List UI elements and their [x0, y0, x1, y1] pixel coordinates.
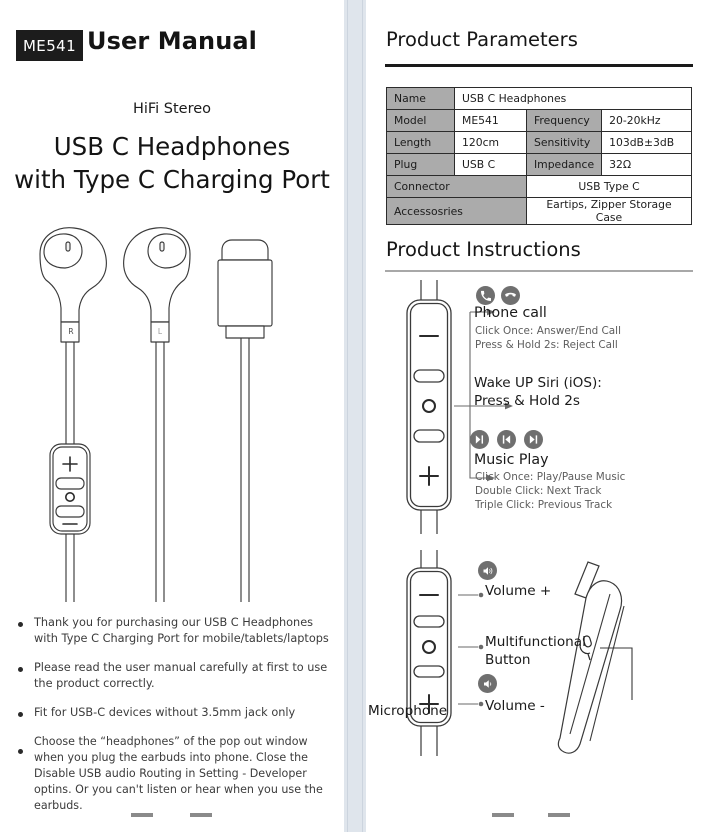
- product-name-line1: USB C Headphones: [53, 132, 291, 161]
- param-label: Plug: [387, 154, 455, 176]
- model-badge: ME541: [16, 30, 83, 61]
- param-value: USB C: [455, 154, 527, 176]
- answer-call-icon: [476, 286, 495, 305]
- param-label: Frequency: [527, 110, 602, 132]
- end-call-icon: [501, 286, 520, 305]
- multifunctional-line1: Multifunctional: [485, 634, 586, 650]
- play-pause-icon: [470, 430, 489, 449]
- table-row: [387, 132, 692, 154]
- product-parameters-table: [386, 87, 692, 225]
- phone-call-line1: Click Once: Answer/End Call: [475, 325, 621, 337]
- volume-down-icon: [478, 674, 497, 693]
- siri-instruction: [474, 375, 602, 411]
- left-page-panel: [0, 0, 344, 832]
- param-label: Impedance: [527, 154, 602, 176]
- music-play-title: Music Play: [474, 452, 549, 468]
- multifunctional-button-label: [485, 634, 586, 670]
- product-name-line2: with Type C Charging Port: [14, 164, 330, 194]
- microphone-label: Microphone: [368, 703, 448, 719]
- list-item: Fit for USB-C devices without 3.5mm jack only: [12, 705, 340, 721]
- next-track-icon: [524, 430, 543, 449]
- music-play-line3: Triple Click: Previous Track: [475, 498, 613, 511]
- earbuds-illustration: [20, 222, 330, 602]
- heading-rule: [385, 270, 693, 272]
- table-row: [387, 154, 692, 176]
- list-item: Please read the user manual carefully at first to use the product correctly.: [12, 660, 340, 692]
- page-gutter: [344, 0, 366, 832]
- param-value: 32Ω: [602, 154, 692, 176]
- siri-line2: Press & Hold 2s: [474, 392, 581, 409]
- param-value: ME541: [455, 110, 527, 132]
- earbud-left-marker: L: [157, 327, 163, 336]
- music-play-line1: Click Once: Play/Pause Music: [475, 471, 626, 483]
- subtitle: HiFi Stereo: [132, 101, 212, 117]
- table-row: [387, 198, 692, 225]
- earbud-right-marker: R: [68, 327, 74, 336]
- param-value: 103dB±3dB: [602, 132, 692, 154]
- param-label: Accessosries: [387, 198, 527, 225]
- volume-up-label: Volume +: [485, 583, 552, 599]
- music-play-line2: Double Click: Next Track: [475, 484, 602, 497]
- param-value: Eartips, Zipper Storage Case: [527, 198, 692, 225]
- heading-rule: [385, 64, 693, 67]
- param-label: Sensitivity: [527, 132, 602, 154]
- previous-track-icon: [497, 430, 516, 449]
- page-title: User Manual: [86, 27, 257, 55]
- param-label: Model: [387, 110, 455, 132]
- phone-call-line2: Press & Hold 2s: Reject Call: [475, 338, 618, 351]
- phone-call-title: Phone call: [474, 305, 547, 321]
- param-value: 20-20kHz: [602, 110, 692, 132]
- section-heading-parameters: Product Parameters: [386, 28, 578, 51]
- phone-call-details: [475, 325, 621, 353]
- section-heading-instructions: Product Instructions: [386, 238, 581, 261]
- notes-list: [12, 615, 340, 828]
- right-page-panel: [366, 0, 711, 832]
- param-label: Connector: [387, 176, 527, 198]
- volume-down-label: Volume -: [485, 698, 545, 714]
- multifunctional-line2: Button: [485, 651, 531, 668]
- siri-line1: Wake UP Siri (iOS):: [474, 375, 602, 391]
- volume-up-icon: [478, 561, 497, 580]
- param-value: 120cm: [455, 132, 527, 154]
- list-item: Thank you for purchasing our USB C Headphones with Type C Charging Port for mobile/tablets/laptops: [12, 615, 340, 647]
- table-row: [387, 88, 692, 110]
- param-label: Name: [387, 88, 455, 110]
- product-name: [0, 131, 344, 196]
- table-row: [387, 110, 692, 132]
- param-label: Length: [387, 132, 455, 154]
- music-play-details: [475, 471, 625, 512]
- param-value: USB Type C: [527, 176, 692, 198]
- list-item: Choose the “headphones” of the pop out window when you plug the earbuds into phone. Close the Disable USB audio Routing in Setting - Developer optins. Or you can't listen or hear when you use the earbuds.: [12, 734, 340, 814]
- param-value: USB C Headphones: [455, 88, 692, 110]
- table-row: [387, 176, 692, 198]
